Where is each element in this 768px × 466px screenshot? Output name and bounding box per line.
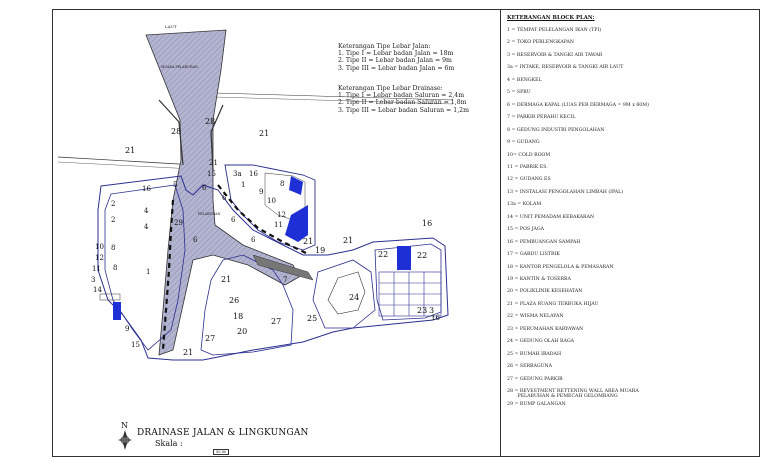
road-note-item: 2. Tipe II = Lebar badan Jalan = 9m bbox=[338, 57, 452, 65]
legend-item: 21 = PLAZA RUANG TERBUKA HIJAU bbox=[507, 301, 599, 307]
block-number: 28 bbox=[171, 127, 182, 136]
legend-item: 15 = POS JAGA bbox=[507, 227, 544, 233]
river-mouth-label: MUARA PELABUHAN bbox=[161, 65, 198, 69]
legend-item: 1 = TEMPAT PELELANGAN IKAN (TPI) bbox=[507, 28, 602, 33]
drain-note-item: 1. Tipe I = Lebar badan Saluran = 2,4m bbox=[338, 92, 465, 100]
legend-item: 5 = SPBU bbox=[507, 90, 531, 96]
legend-item: 16 = PEMBUANGAN SAMPAH bbox=[507, 239, 581, 245]
block-number: 6 bbox=[222, 194, 227, 202]
block-number: 14 bbox=[93, 286, 102, 294]
block-number: 21 bbox=[303, 237, 314, 246]
block-number: 11 bbox=[92, 265, 101, 273]
block-number: 16 bbox=[249, 170, 258, 178]
map-title: DRAINASE JALAN & LINGKUNGAN bbox=[137, 428, 309, 438]
block-number: 8 bbox=[111, 244, 116, 252]
harbor-label: PELABUHAN bbox=[198, 212, 221, 216]
block-number: 21 bbox=[221, 275, 232, 284]
road-width-notes bbox=[338, 43, 454, 72]
north-arrow-icon bbox=[115, 420, 135, 452]
legend-item: 28 = REVESTMENT RETTENING WALL AREA MUARA PELABUHAN & PEMECAH GELOMBANG bbox=[507, 389, 639, 400]
block-number: 15 bbox=[207, 170, 216, 178]
block-number: 22 bbox=[378, 250, 389, 259]
legend-item: 27 = GEDUNG PARKIR bbox=[507, 376, 563, 382]
road-notes-title: Keterangan Tipe Lebar Jalan: bbox=[338, 43, 431, 50]
block-number: 6 bbox=[202, 184, 207, 192]
sports-block-road bbox=[313, 260, 375, 328]
block-number: 21 bbox=[343, 236, 354, 245]
legend-item: 26 = SERBAGUNA bbox=[507, 364, 553, 370]
block-number: 25 bbox=[307, 314, 318, 323]
block-number: 20 bbox=[237, 327, 248, 336]
legend-panel bbox=[500, 10, 759, 456]
block-number: 21 bbox=[259, 129, 270, 138]
legend-item: 22 = WISMA NELAYAN bbox=[507, 314, 564, 320]
legend-item: 14 = UNIT PEMADAM KEBAKARAN bbox=[507, 214, 595, 220]
site-plan-drawing bbox=[53, 10, 500, 456]
block-number: 9 bbox=[125, 325, 130, 333]
block-number: 3a bbox=[233, 170, 242, 178]
legend-item: 11 = PABRIK ES. bbox=[507, 164, 548, 170]
block-number: 21 bbox=[183, 348, 194, 357]
block-number: 3 bbox=[429, 306, 435, 315]
block-number: 1 bbox=[241, 181, 246, 189]
pond-3a bbox=[289, 176, 303, 195]
block-number: 29 bbox=[174, 219, 183, 227]
block-number: 6 bbox=[251, 236, 256, 244]
block-number: 16 bbox=[431, 314, 440, 322]
drain-note-item: 2. Tipe II = Lebar badan Saluran = 1,8m bbox=[338, 99, 467, 107]
legend-item: 20 = POLIKLINIK KESEHATAN bbox=[507, 289, 583, 295]
block-number-labels bbox=[91, 117, 440, 357]
block-number: 1 bbox=[146, 268, 151, 276]
pond-14 bbox=[113, 302, 121, 320]
block-number: 7 bbox=[283, 276, 288, 284]
legend-item: 7 = PARKIR PERAHU KECIL bbox=[507, 115, 576, 121]
block-number: 6 bbox=[231, 216, 236, 224]
harbor-water bbox=[146, 30, 299, 355]
legend-item: 12 = GUDANG ES bbox=[507, 177, 551, 183]
block-number: 2 bbox=[111, 216, 116, 224]
legend-item: 10= COLD ROOM bbox=[507, 152, 551, 158]
drain-width-notes bbox=[338, 85, 469, 114]
legend-item: 25 = RUMAH IBADAH bbox=[507, 351, 562, 357]
block-number: 15 bbox=[131, 341, 140, 349]
block-number: 8 bbox=[280, 180, 285, 188]
legend-item: 9 = GUDANG bbox=[507, 140, 540, 146]
block-number: 23 bbox=[417, 306, 428, 315]
block-number: 16 bbox=[422, 219, 433, 228]
block-number: 27 bbox=[271, 317, 282, 326]
legend-item: 17 = GARDU LISTRIK bbox=[507, 252, 560, 258]
legend-item: 8 = GEDUNG INDUSTRI PENGOLAHAN bbox=[507, 127, 605, 133]
block-number: 18 bbox=[233, 312, 244, 321]
legend-title: KETERANGAN BLOCK PLAN: bbox=[507, 15, 595, 21]
building-14 bbox=[100, 294, 120, 300]
legend-item: 4 = BENGKEL bbox=[507, 77, 542, 83]
drawing-sheet bbox=[52, 9, 760, 457]
drain-note-item: 3. Tipe III = Lebar badan Saluran = 1,2m bbox=[338, 106, 469, 114]
legend-item: 3a = INTAKE, RESERVOIR & TANGKI AIR LAUT bbox=[507, 65, 624, 71]
block-number: 19 bbox=[315, 246, 326, 255]
block-number: 5 bbox=[173, 181, 178, 189]
block-number: 27 bbox=[205, 334, 216, 343]
sports-hall bbox=[328, 272, 365, 314]
legend-item: 6 = DERMAGA KAPAL (LUAS PER DERMAGA = 9M x 60M) bbox=[507, 102, 649, 108]
block-number: 8 bbox=[113, 264, 118, 272]
block-number: 2 bbox=[111, 200, 116, 208]
block-number: 21 bbox=[209, 159, 218, 167]
block-number: 9 bbox=[259, 188, 264, 196]
legend-item: 19 = KANTIN & TOSERBA bbox=[507, 277, 571, 282]
legend-item: 13a = KOLAM bbox=[507, 202, 542, 208]
block-number: 21 bbox=[125, 146, 136, 155]
scale-value: 50.00 bbox=[213, 449, 229, 455]
legend-item: 29 = RUMP GALANGAN bbox=[507, 401, 566, 407]
block-number: 6 bbox=[193, 236, 198, 244]
legend-item: 13 = INSTALASI PENGOLAHAN LIMBAH (IPAL) bbox=[507, 189, 624, 195]
block-number: 26 bbox=[229, 296, 240, 305]
block-number: 24 bbox=[349, 293, 360, 302]
block-number: 4 bbox=[144, 223, 149, 231]
block-number: 10 bbox=[95, 243, 104, 251]
pond-22 bbox=[397, 246, 411, 270]
site-plan-map bbox=[53, 10, 500, 456]
block-number: 28 bbox=[205, 117, 216, 126]
legend-item: 23 = PERUMAHAN KARYAWAN bbox=[507, 326, 584, 332]
block-number: 12 bbox=[277, 211, 286, 219]
north-label: N bbox=[121, 421, 128, 430]
road-note-item: 3. Tipe III = Lebar badan Jalan = 6m bbox=[338, 64, 455, 72]
drain-notes-title: Keterangan Tipe Lebar Drainase: bbox=[338, 85, 443, 92]
block-number: 10 bbox=[267, 197, 276, 205]
legend-item: 18 = KANTOR PENGELOLA & PEMASARAN bbox=[507, 264, 614, 270]
legend-item: 24 = GEDUNG OLAH RAGA bbox=[507, 339, 575, 345]
legend-item: 3 = RESERVOIR & TANGKI AIR TAWAR bbox=[507, 52, 603, 58]
block-number: 22 bbox=[417, 251, 428, 260]
block-number: 11 bbox=[274, 221, 283, 229]
scale-label: Skala : bbox=[155, 439, 183, 448]
sea-label: LAUT bbox=[165, 24, 177, 29]
block-number: 3 bbox=[91, 276, 96, 284]
block-number: 4 bbox=[144, 207, 149, 215]
block-number: 12 bbox=[95, 254, 104, 262]
road-note-item: 1. Tipe I = Lebar badan Jalan = 18m bbox=[338, 50, 454, 58]
block-number: 16 bbox=[142, 185, 151, 193]
legend-item: 2 = TOKO PERLENGKAPAN bbox=[507, 40, 574, 46]
